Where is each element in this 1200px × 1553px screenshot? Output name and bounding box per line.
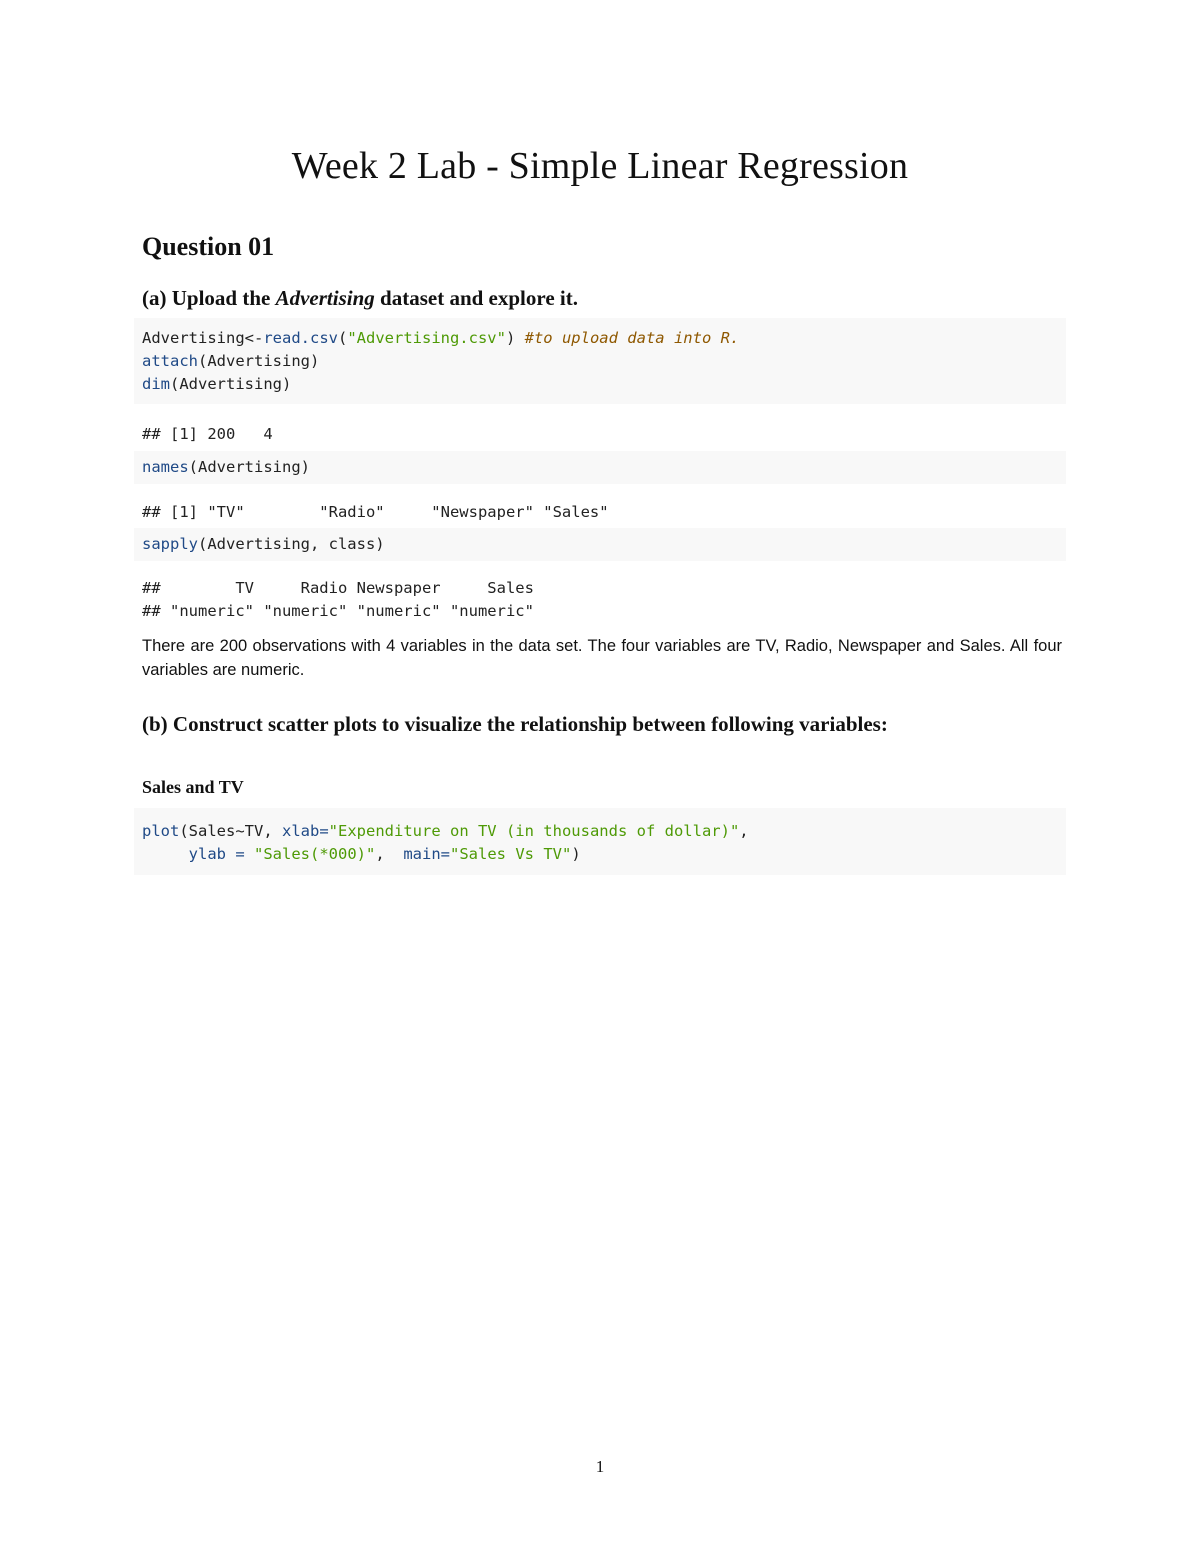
code-text: ( [337,329,348,347]
sub-heading-sales-tv: Sales and TV [142,777,244,797]
code-text: (Sales [179,822,236,840]
code-text: Advertising<- [142,329,264,347]
page-number: 1 [595,1457,605,1476]
code-argument: main= [403,845,450,863]
code-text: (Advertising) [188,458,310,476]
question-heading: Question 01 [142,232,275,261]
part-a-dataset-name: Advertising [275,286,375,310]
code-string: "Expenditure on TV (in thousands of dollar)" [328,822,740,840]
code-argument: ylab = [188,845,254,863]
part-b-heading: (b) Construct scatter plots to visualize the relationship between following variables: [142,712,888,736]
code-function: sapply [142,535,198,553]
output-sapply [142,577,534,623]
code-argument: xlab= [282,822,329,840]
output-dim: ## [1] 200 4 [142,425,273,443]
code-text: , [739,822,749,840]
summary-paragraph: There are 200 observations with 4 variables in the data set. The four variables are TV, Radio, Newspaper and Sales. All four variables are numeric. [142,637,1062,679]
part-a-heading [142,285,1060,312]
part-a-prefix: (a) Upload the [142,286,276,310]
code-string: "Sales Vs TV" [450,845,572,863]
code-text: ) [571,845,581,863]
code-indent [142,845,189,863]
code-function: dim [142,375,170,393]
output-line: ## "numeric" "numeric" "numeric" "numeric" [142,602,534,620]
output-line: ## TV Radio Newspaper Sales [142,579,534,597]
output-names: ## [1] "TV" "Radio" "Newspaper" "Sales" [142,503,609,521]
code-block-sapply [134,528,1066,561]
code-function: read.csv [263,329,338,347]
code-text: (Advertising, class) [198,535,385,553]
code-text: , [375,845,404,863]
code-string: "Advertising.csv" [347,329,506,347]
code-function: attach [142,352,198,370]
code-block-names [134,451,1066,484]
code-operator: ~ [235,822,245,840]
code-text: (Advertising) [198,352,320,370]
code-text: TV, [244,822,282,840]
part-a-suffix: dataset and explore it. [374,286,578,310]
code-text: (Advertising) [170,375,292,393]
code-function: plot [142,822,180,840]
code-block-plot [134,808,1066,875]
document-title: Week 2 Lab - Simple Linear Regression [291,145,909,187]
code-string: "Sales(*000)" [254,845,376,863]
code-comment: #to upload data into R. [524,329,740,347]
code-function: names [142,458,189,476]
code-block-load [134,318,1066,404]
code-text: ) [505,329,525,347]
